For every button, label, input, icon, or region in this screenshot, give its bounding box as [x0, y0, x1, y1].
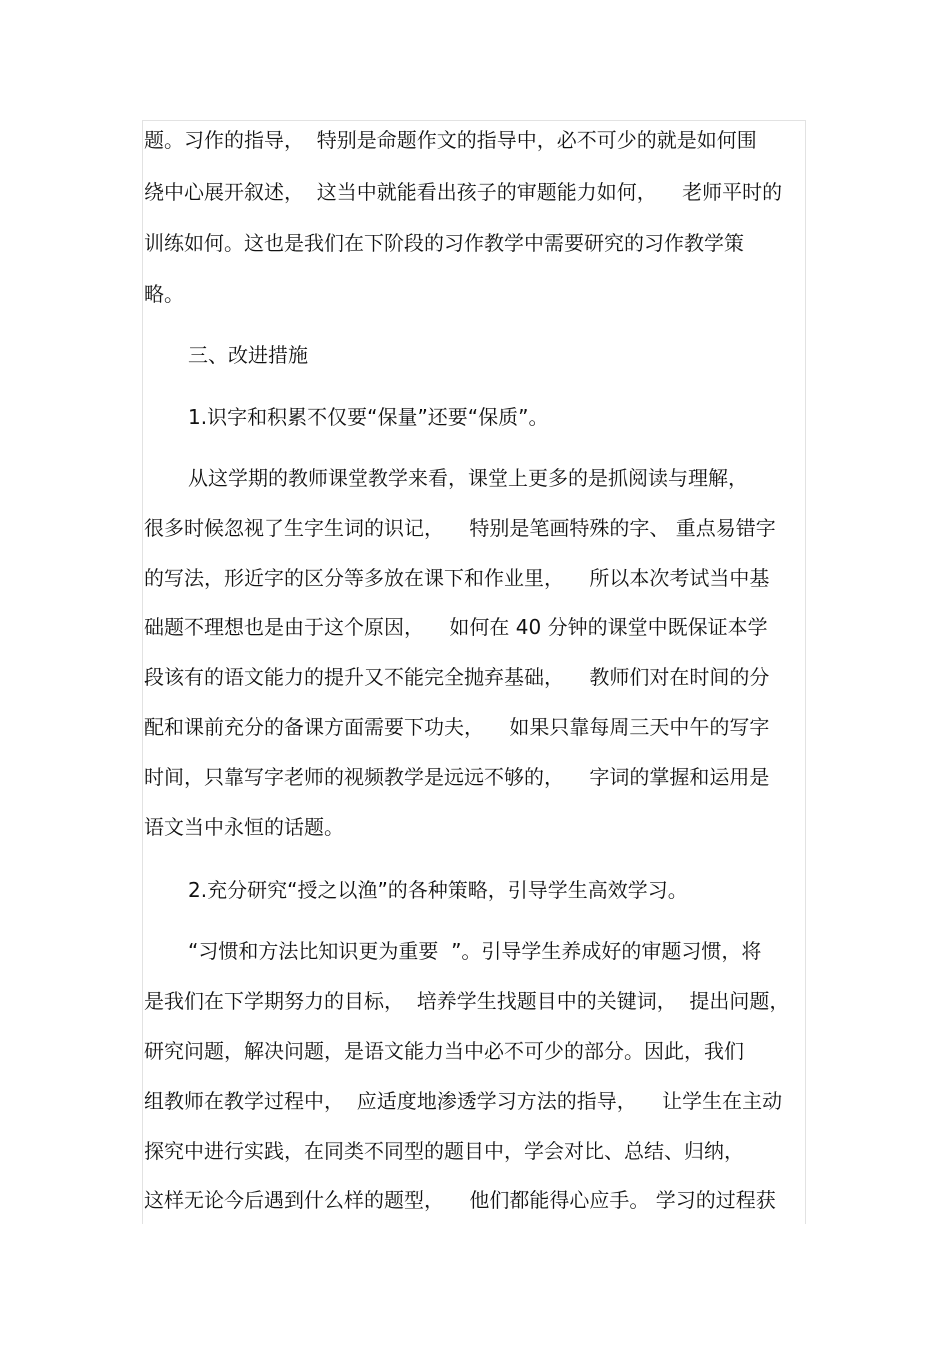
text-line: “习惯和方法比知识更为重要 ”。引导学生养成好的审题习惯，将	[188, 939, 762, 963]
text-line: 研究问题，解决问题，是语文能力当中必不可少的部分。因此，我们	[144, 1039, 744, 1063]
text-line: 配和课前充分的备课方面需要下功夫， 如果只靠每周三天中午的写字	[144, 715, 770, 739]
section-heading: 三、改进措施	[188, 343, 308, 367]
text-line: 很多时候忽视了生字生词的识记， 特别是笔画特殊的字、 重点易错字	[144, 516, 776, 540]
text-line: 是我们在下学期努力的目标， 培养学生找题目中的关键词， 提出问题，	[144, 989, 790, 1013]
text-line: 段该有的语文能力的提升又不能完全抛弃基础， 教师们对在时间的分	[144, 665, 770, 689]
text-line: 时间，只靠写字老师的视频教学是远远不够的， 字词的掌握和运用是	[144, 765, 770, 789]
text-line: 探究中进行实践，在同类不同型的题目中，学会对比、总结、归纳，	[144, 1139, 744, 1163]
text-line: 的写法，形近字的区分等多放在课下和作业里， 所以本次考试当中基	[144, 566, 770, 590]
text-line: 语文当中永恒的话题。	[144, 815, 344, 839]
subsection-heading: 2.充分研究“授之以渔”的各种策略，引导学生高效学习。	[188, 878, 688, 902]
text-line: 题。习作的指导， 特别是命题作文的指导中，必不可少的就是如何围	[144, 128, 757, 152]
text-line: 略。	[144, 282, 184, 306]
text-line: 从这学期的教师课堂教学来看，课堂上更多的是抓阅读与理解，	[188, 466, 748, 490]
text-line: 这样无论今后遇到什么样的题型， 他们都能得心应手。 学习的过程获	[144, 1188, 776, 1212]
subsection-heading: 1.识字和积累不仅要“保量”还要“保质”。	[188, 405, 549, 429]
text-line: 组教师在教学过程中， 应适度地渗透学习方法的指导， 让学生在主动	[144, 1089, 783, 1113]
text-line: 绕中心展开叙述， 这当中就能看出孩子的审题能力如何， 老师平时的	[144, 180, 783, 204]
text-line: 础题不理想也是由于这个原因， 如何在 40 分钟的课堂中既保证本学	[144, 615, 768, 639]
text-line: 训练如何。这也是我们在下阶段的习作教学中需要研究的习作教学策	[144, 231, 744, 255]
